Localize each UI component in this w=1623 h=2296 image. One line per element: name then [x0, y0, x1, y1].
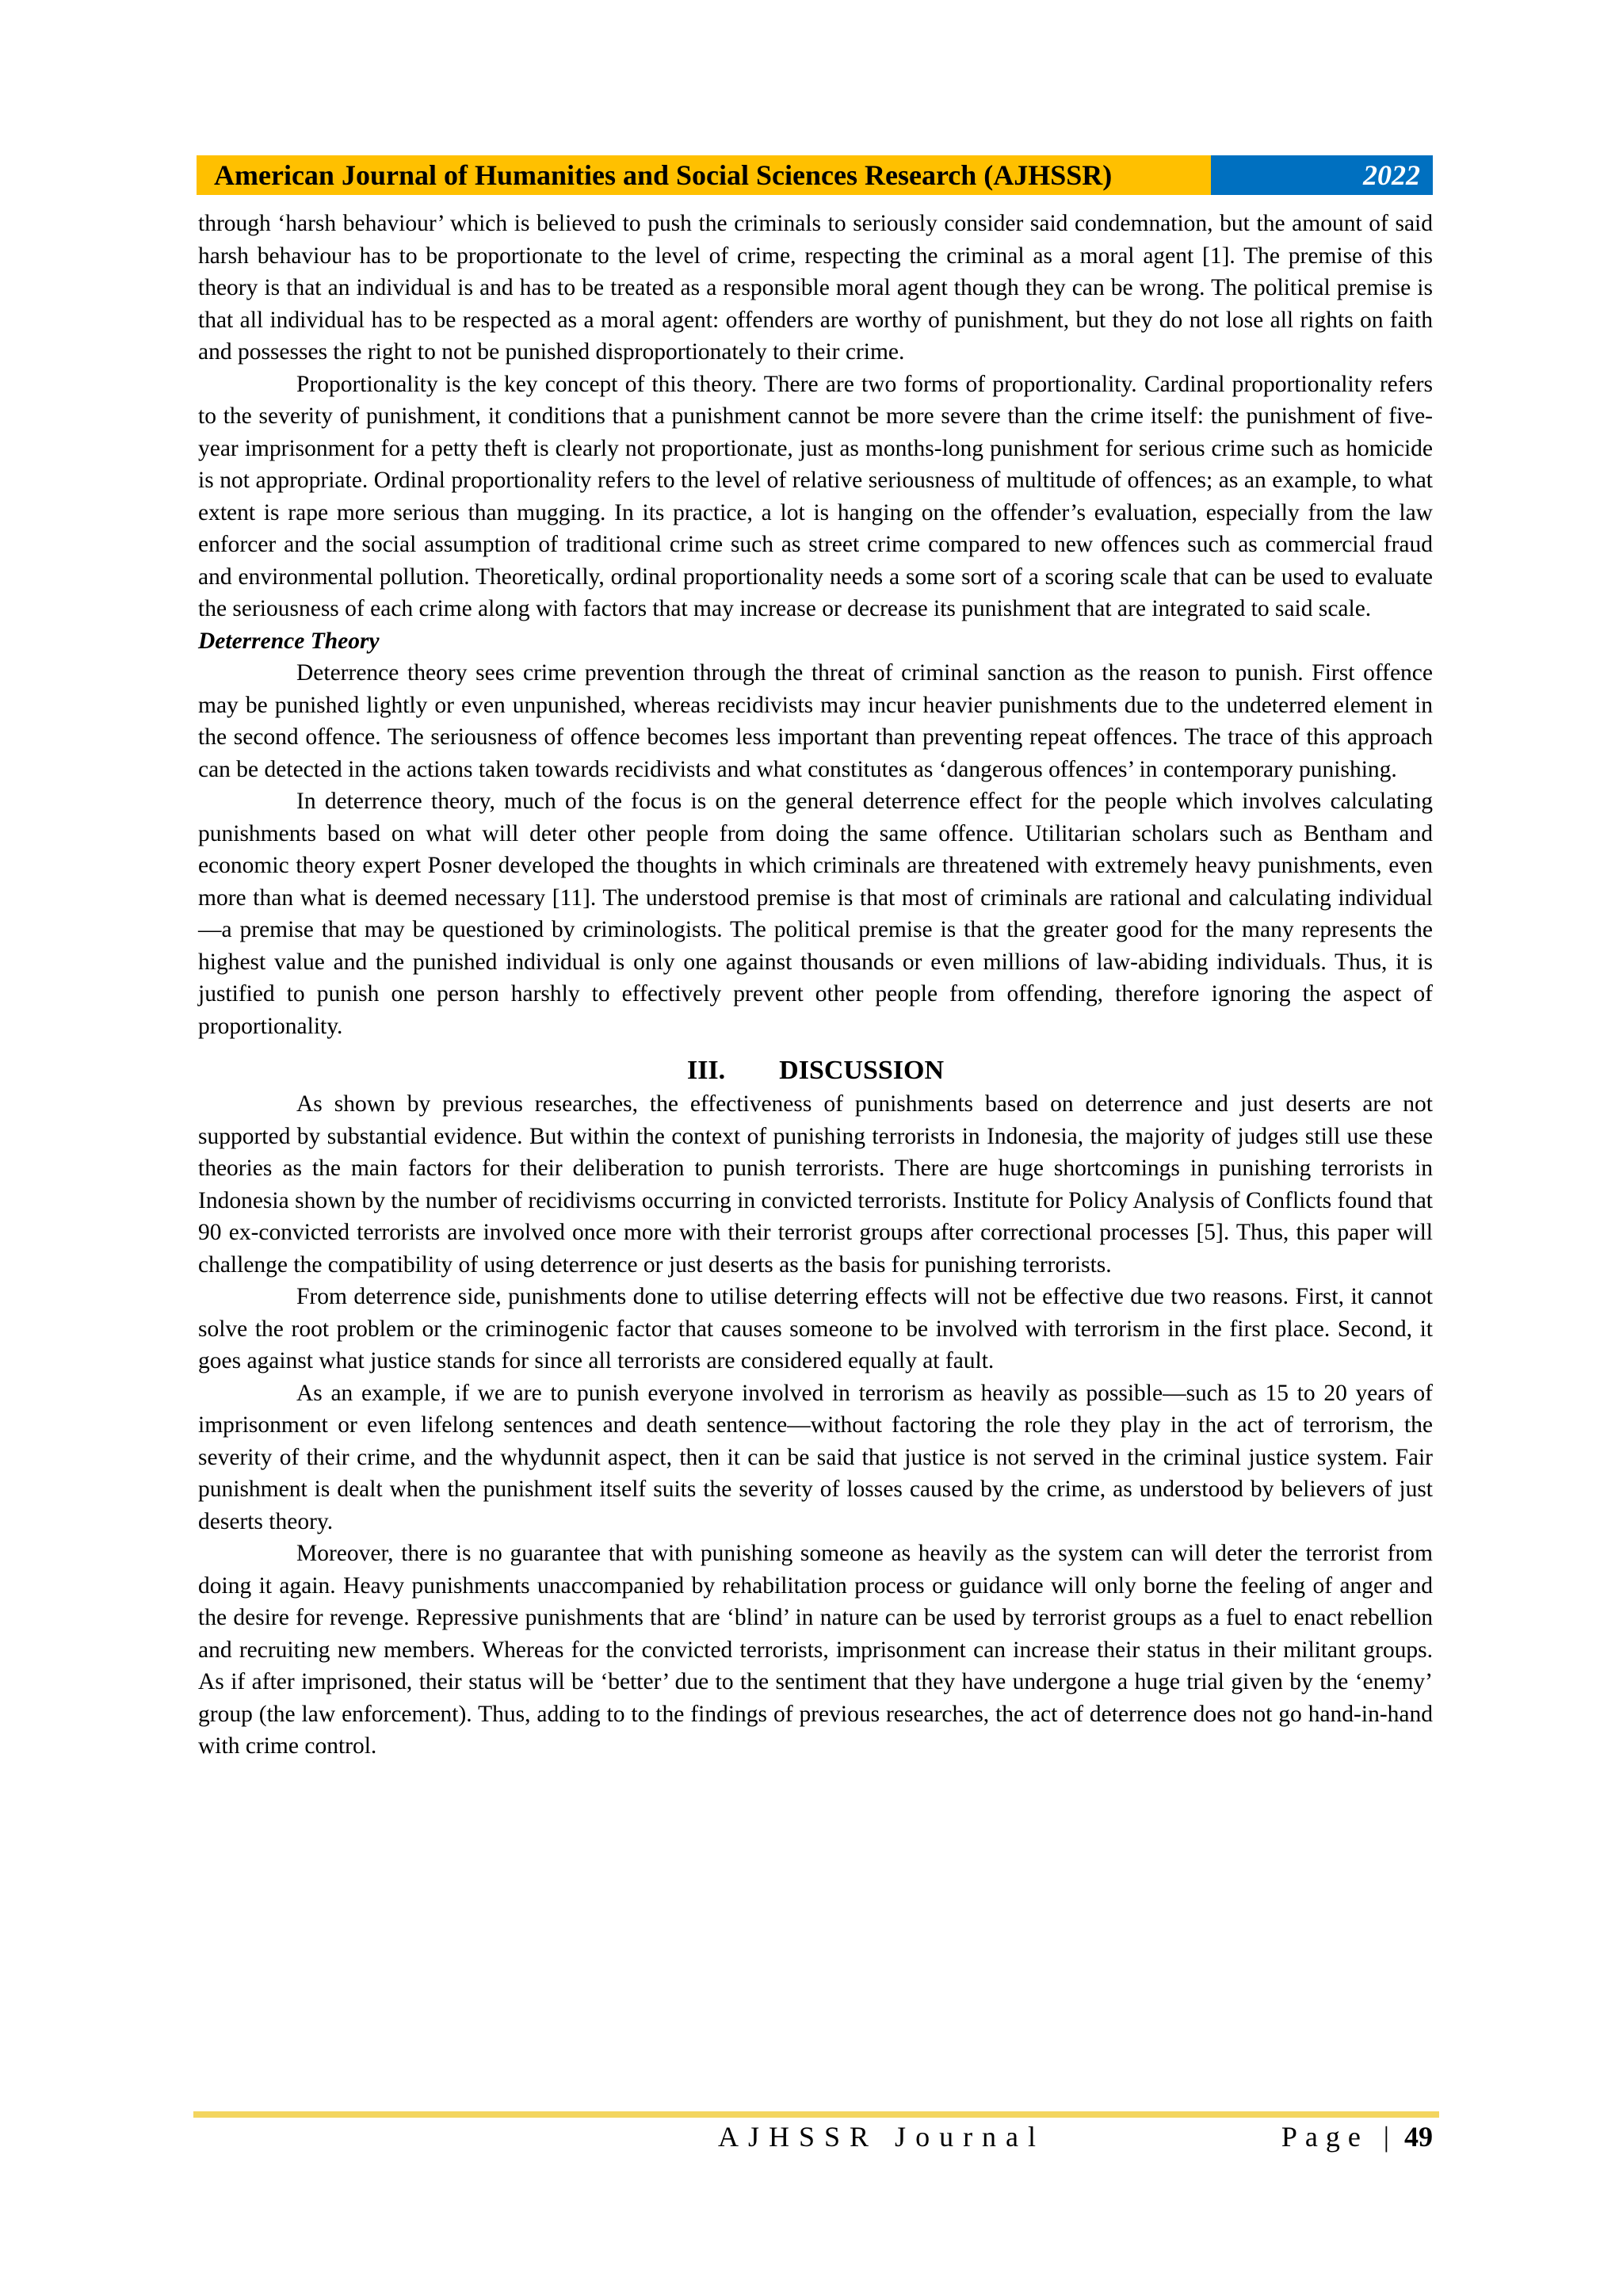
body-paragraph: From deterrence side, punishments done to utilise deterring effects will not be effective due two reasons. First, it cannot solve the root problem or the criminogenic factor that causes someone to be involved with terrorism in the first place. Second, it goes against what justice stands for since all terrorists are considered equally at fault.	[198, 1284, 1433, 1373]
body-paragraph: Deterrence theory sees crime prevention through the threat of criminal sanction as the reason to punish. First offence may be punished lightly or even unpunished, whereas recidivists may incur heavier punishments due to the undeterred element in the second offence. The seriousness of offence becomes less important than preventing repeat offences. The trace of this approach can be detected in the actions taken towards recidivists and what constitutes as ‘dangerous offences’ in contemporary punishing.	[198, 660, 1433, 782]
article-body	[198, 208, 1433, 1763]
body-paragraph: As shown by previous researches, the effectiveness of punishments based on deterrence and just deserts are not supported by substantial evidence. But within the context of punishing terrorists in Indonesia, the majority of judges still use these theories as the main factors for their deliberation to punish terrorists. There are huge shortcomings in punishing terrorists in Indonesia shown by the number of recidivisms occurring in convicted terrorists. Institute for Policy Analysis of Conflicts found that 90 ex-convicted terrorists are involved once more with their terrorist groups after correctional processes [5]. Thus, this paper will challenge the compatibility of using deterrence or just deserts as the basis for punishing terrorists.	[198, 1091, 1433, 1278]
section-title: DISCUSSION	[779, 1056, 945, 1085]
section-number: III.	[686, 1056, 726, 1085]
body-paragraph: In deterrence theory, much of the focus is on the general deterrence effect for the people which involves calculating punishments based on what will deter other people from doing the same offence. Utilitarian scholars such as Bentham and economic theory expert Posner developed the thoughts in which criminals are threatened with extremely heavy punishments, even more than what is deemed necessary [11]. The understood premise is that most of criminals are rational and calculating individual—a premise that may be questioned by criminologists. The political premise is that the greater good for the many represents the highest value and the punished individual is only one against thousands or even millions of law-abiding individuals. Thus, it is justified to punish one person harshly to effectively prevent other people from offending, therefore ignoring the aspect of proportionality.	[198, 789, 1433, 1039]
footer-journal-name: AJHSSR Journal	[718, 2121, 1046, 2153]
running-header	[197, 155, 1433, 195]
footer-page-number	[1281, 2118, 1433, 2156]
journal-year: 2022	[1211, 155, 1433, 195]
subsection-heading: Deterrence Theory	[198, 628, 380, 654]
body-paragraph: Proportionality is the key concept of this theory. There are two forms of proportionality. Cardinal proportionality refers to the severity of punishment, it conditions that a punishment cannot be more severe than the crime itself: the punishment of five-year imprisonment for a petty theft is clearly not proportionate, just as months-long punishment for serious crime such as homicide is not appropriate. Ordinal proportionality refers to the level of relative seriousness of multitude of offences; as an example, to what extent is rape more serious than mugging. In its practice, a lot is hanging on the offender’s evaluation, especially from the law enforcer and the social assumption of traditional crime such as street crime compared to new offences such as commercial fraud and environmental pollution. Theoretically, ordinal proportionality needs a some sort of a scoring scale that can be used to evaluate the seriousness of each crime along with factors that may increase or decrease its punishment that are integrated to said scale.	[198, 371, 1433, 621]
footer-rule	[193, 2111, 1439, 2118]
page-number: 49	[1404, 2121, 1433, 2153]
body-paragraph: As an example, if we are to punish everyone involved in terrorism as heavily as possible—such as 15 to 20 years of imprisonment or even lifelong sentences and death sentence—without factoring the role they play in the act of terrorism, the severity of their crime, and the whydunnit aspect, then it can be said that justice is not served in the criminal justice system. Fair punishment is dealt when the punishment itself suits the severity of losses caused by the crime, as understood by believers of just deserts theory.	[198, 1380, 1433, 1534]
body-paragraph: through ‘harsh behaviour’ which is believed to push the criminals to seriously consider said condemnation, but the amount of said harsh behaviour has to be proportionate to the level of crime, respecting the criminal as a moral agent [1]. The premise of this theory is that an individual is and has to be treated as a responsible moral agent though they can be wrong. The political premise is that all individual has to be respected as a moral agent: offenders are worthy of punishment, but they do not lose all rights on faith and possesses the right to not be punished disproportionately to their crime.	[198, 211, 1433, 365]
page-label: Page |	[1281, 2121, 1397, 2153]
journal-title: American Journal of Humanities and Social Sciences Research (AJHSSR)	[197, 155, 1211, 195]
body-paragraph: Moreover, there is no guarantee that with punishing someone as heavily as the system can will deter the terrorist from doing it again. Heavy punishments unaccompanied by rehabilitation process or guidance will only borne the feeling of anger and the desire for revenge. Repressive punishments that are ‘blind’ in nature can be used by terrorist groups as a fuel to enact rebellion and recruiting new members. Whereas for the convicted terrorists, imprisonment can increase their status in their militant groups. As if after imprisoned, their status will be ‘better’ due to the sentiment that they have undergone a huge trial given by the ‘enemy’ group (the law enforcement). Thus, adding to to the findings of previous researches, the act of deterrence does not go hand-in-hand with crime control.	[198, 1541, 1433, 1759]
section-heading	[198, 1053, 1433, 1088]
